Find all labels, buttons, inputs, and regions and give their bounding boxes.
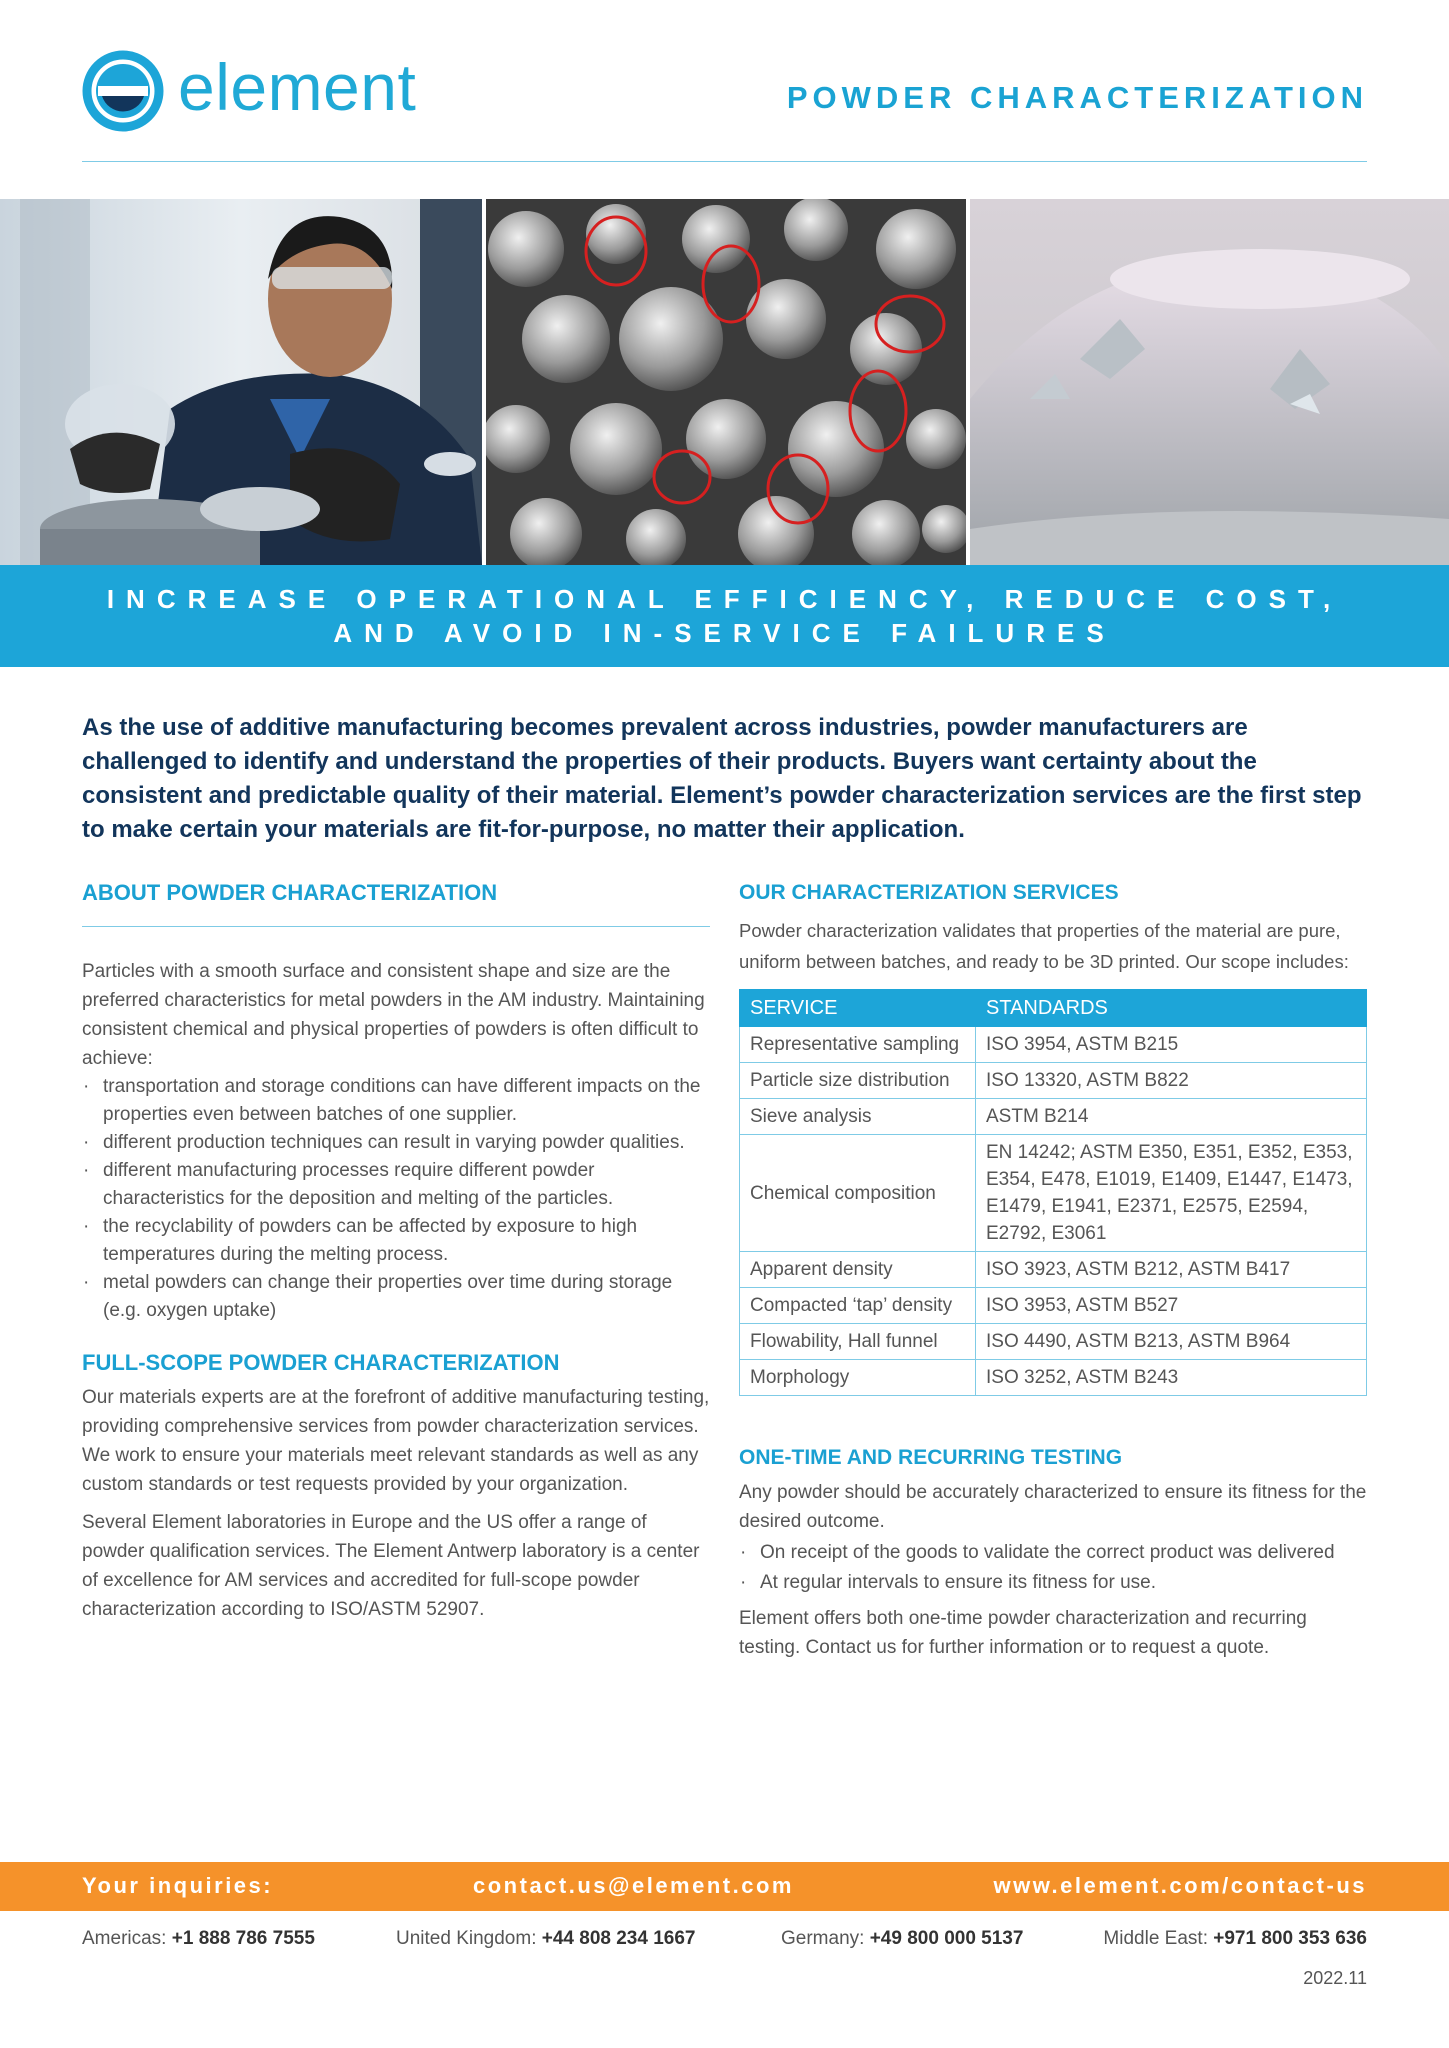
service-cell: Chemical composition <box>740 1135 976 1252</box>
fullscope-heading: FULL-SCOPE POWDER CHARACTERIZATION <box>82 1350 560 1375</box>
phone-united-kingdom[interactable] <box>396 1928 696 1950</box>
testing-paragraph-2: Element offers both one-time powder characterization and recurring testing. Contact us for further information or to request a quote. <box>739 1608 1307 1658</box>
standards-cell: ASTM B214 <box>976 1099 1367 1135</box>
left-column <box>82 879 710 1624</box>
element-logo[interactable] <box>82 50 416 132</box>
testing-bullet-list <box>739 1538 1367 1598</box>
tagline-line-2: AND AVOID IN-SERVICE FAILURES <box>333 618 1116 648</box>
phone-number: +1 888 786 7555 <box>171 1928 315 1949</box>
brand-name: element <box>178 50 417 124</box>
inquiries-label: Your inquiries: <box>82 1873 274 1898</box>
list-item: · At regular intervals to ensure its fitness for use. <box>739 1568 1367 1598</box>
region-label: Germany: <box>781 1928 870 1949</box>
powder-pile-photo <box>970 199 1449 565</box>
testing-heading: ONE-TIME AND RECURRING TESTING <box>739 1446 1123 1469</box>
contact-email-link[interactable]: contact.us@element.com <box>473 1873 794 1898</box>
fullscope-paragraph-2: Several Element laboratories in Europe and the US offer a range of powder qualification services. The Element Antwerp laboratory is a center of excellence for AM services and accredited for full-scope powder characterization according to ISO/ASTM 52907. <box>82 1512 700 1620</box>
about-heading: ABOUT POWDER CHARACTERIZATION <box>82 880 498 905</box>
service-cell: Representative sampling <box>740 1027 976 1063</box>
standards-cell: ISO 3954, ASTM B215 <box>976 1027 1367 1063</box>
standards-cell: ISO 3923, ASTM B212, ASTM B417 <box>976 1252 1367 1288</box>
list-item: · On receipt of the goods to validate the correct product was delivered <box>739 1538 1367 1568</box>
phone-middle-east[interactable] <box>1103 1928 1367 1950</box>
table-row <box>740 1252 1367 1288</box>
phone-numbers <box>82 1928 1367 1958</box>
region-label: Americas: <box>82 1928 172 1949</box>
list-item: · the recyclability of powders can be affected by exposure to high temperatures during the melting process. <box>82 1213 710 1269</box>
col-standards-header: STANDARDS <box>976 990 1367 1027</box>
standards-cell: ISO 3252, ASTM B243 <box>976 1360 1367 1396</box>
phone-germany[interactable] <box>781 1928 1023 1950</box>
phone-number: +44 808 234 1667 <box>541 1928 696 1949</box>
service-cell: Particle size distribution <box>740 1063 976 1099</box>
document-date: 2022.11 <box>1303 1968 1367 1988</box>
service-cell: Morphology <box>740 1360 976 1396</box>
table-row <box>740 1063 1367 1099</box>
standards-cell: ISO 13320, ASTM B822 <box>976 1063 1367 1099</box>
intro-paragraph: As the use of additive manufacturing becomes prevalent across industries, powder manufacturers are challenged to identify and understand the properties of their products. Buyers want certainty about the consistent and predictable quality of their material. Element’s powder characterization services are the first step to make certain your materials are fit-for-purpose, no matter their application. <box>82 714 1362 843</box>
table-row <box>740 1135 1367 1252</box>
header <box>0 0 1449 160</box>
header-divider <box>82 161 1367 162</box>
tagline-banner <box>0 565 1449 667</box>
photo-strip <box>0 199 1449 565</box>
phone-americas[interactable] <box>82 1928 315 1950</box>
sem-particles-photo <box>486 199 966 565</box>
table-row <box>740 1324 1367 1360</box>
service-cell: Flowability, Hall funnel <box>740 1324 976 1360</box>
standards-cell: ISO 4490, ASTM B213, ASTM B964 <box>976 1324 1367 1360</box>
tagline-line-1: INCREASE OPERATIONAL EFFICIENCY, REDUCE COST, <box>106 584 1343 614</box>
service-cell: Compacted ‘tap’ density <box>740 1288 976 1324</box>
technician-photo <box>0 199 482 565</box>
standards-cell: EN 14242; ASTM E350, E351, E352, E353, E354, E478, E1019, E1409, E1447, E1473, E1479, E1941, E2371, E2575, E2594, E2792, E3061 <box>976 1135 1367 1252</box>
element-logo-icon <box>82 50 164 132</box>
services-heading: OUR CHARACTERIZATION SERVICES <box>739 881 1119 904</box>
standards-cell: ISO 3953, ASTM B527 <box>976 1288 1367 1324</box>
phone-number: +971 800 353 636 <box>1213 1928 1367 1949</box>
table-header-row <box>740 990 1367 1027</box>
region-label: United Kingdom: <box>396 1928 542 1949</box>
service-cell: Sieve analysis <box>740 1099 976 1135</box>
services-table <box>739 989 1367 1396</box>
list-item: · metal powders can change their properties over time during storage (e.g. oxygen uptake) <box>82 1269 710 1325</box>
service-cell: Apparent density <box>740 1252 976 1288</box>
table-row <box>740 1360 1367 1396</box>
list-item: · different production techniques can result in varying powder qualities. <box>82 1129 710 1157</box>
about-divider <box>82 926 710 927</box>
document-title: POWDER CHARACTERIZATION <box>786 80 1368 115</box>
list-item: · transportation and storage conditions can have different impacts on the properties even between batches of one supplier. <box>82 1073 710 1129</box>
about-bullet-list <box>82 1073 710 1325</box>
contact-url-link[interactable]: www.element.com/contact-us <box>993 1873 1367 1898</box>
testing-paragraph-1: Any powder should be accurately characterized to ensure its fitness for the desired outcome. <box>739 1482 1367 1532</box>
region-label: Middle East: <box>1103 1928 1214 1949</box>
fullscope-paragraph-1: Our materials experts are at the forefront of additive manufacturing testing, providing comprehensive services from powder characterization services. We work to ensure your materials meet relevant standards as well as any custom standards or test requests provided by your organization. <box>82 1387 710 1495</box>
phone-number: +49 800 000 5137 <box>869 1928 1024 1949</box>
right-column <box>739 879 1367 1662</box>
list-item: · different manufacturing processes require different powder characteristics for the deposition and melting of the particles. <box>82 1157 710 1213</box>
col-service-header: SERVICE <box>740 990 976 1027</box>
services-paragraph: Powder characterization validates that properties of the material are pure, uniform between batches, and ready to be 3D printed. Our scope includes: <box>739 920 1349 972</box>
table-row <box>740 1027 1367 1063</box>
table-row <box>740 1288 1367 1324</box>
about-paragraph: Particles with a smooth surface and consistent shape and size are the preferred characteristics for metal powders in the AM industry. Maintaining consistent chemical and physical properties of powders is often difficult to achieve: <box>82 961 705 1069</box>
footer-contact-bar <box>0 1862 1449 1911</box>
table-row <box>740 1099 1367 1135</box>
